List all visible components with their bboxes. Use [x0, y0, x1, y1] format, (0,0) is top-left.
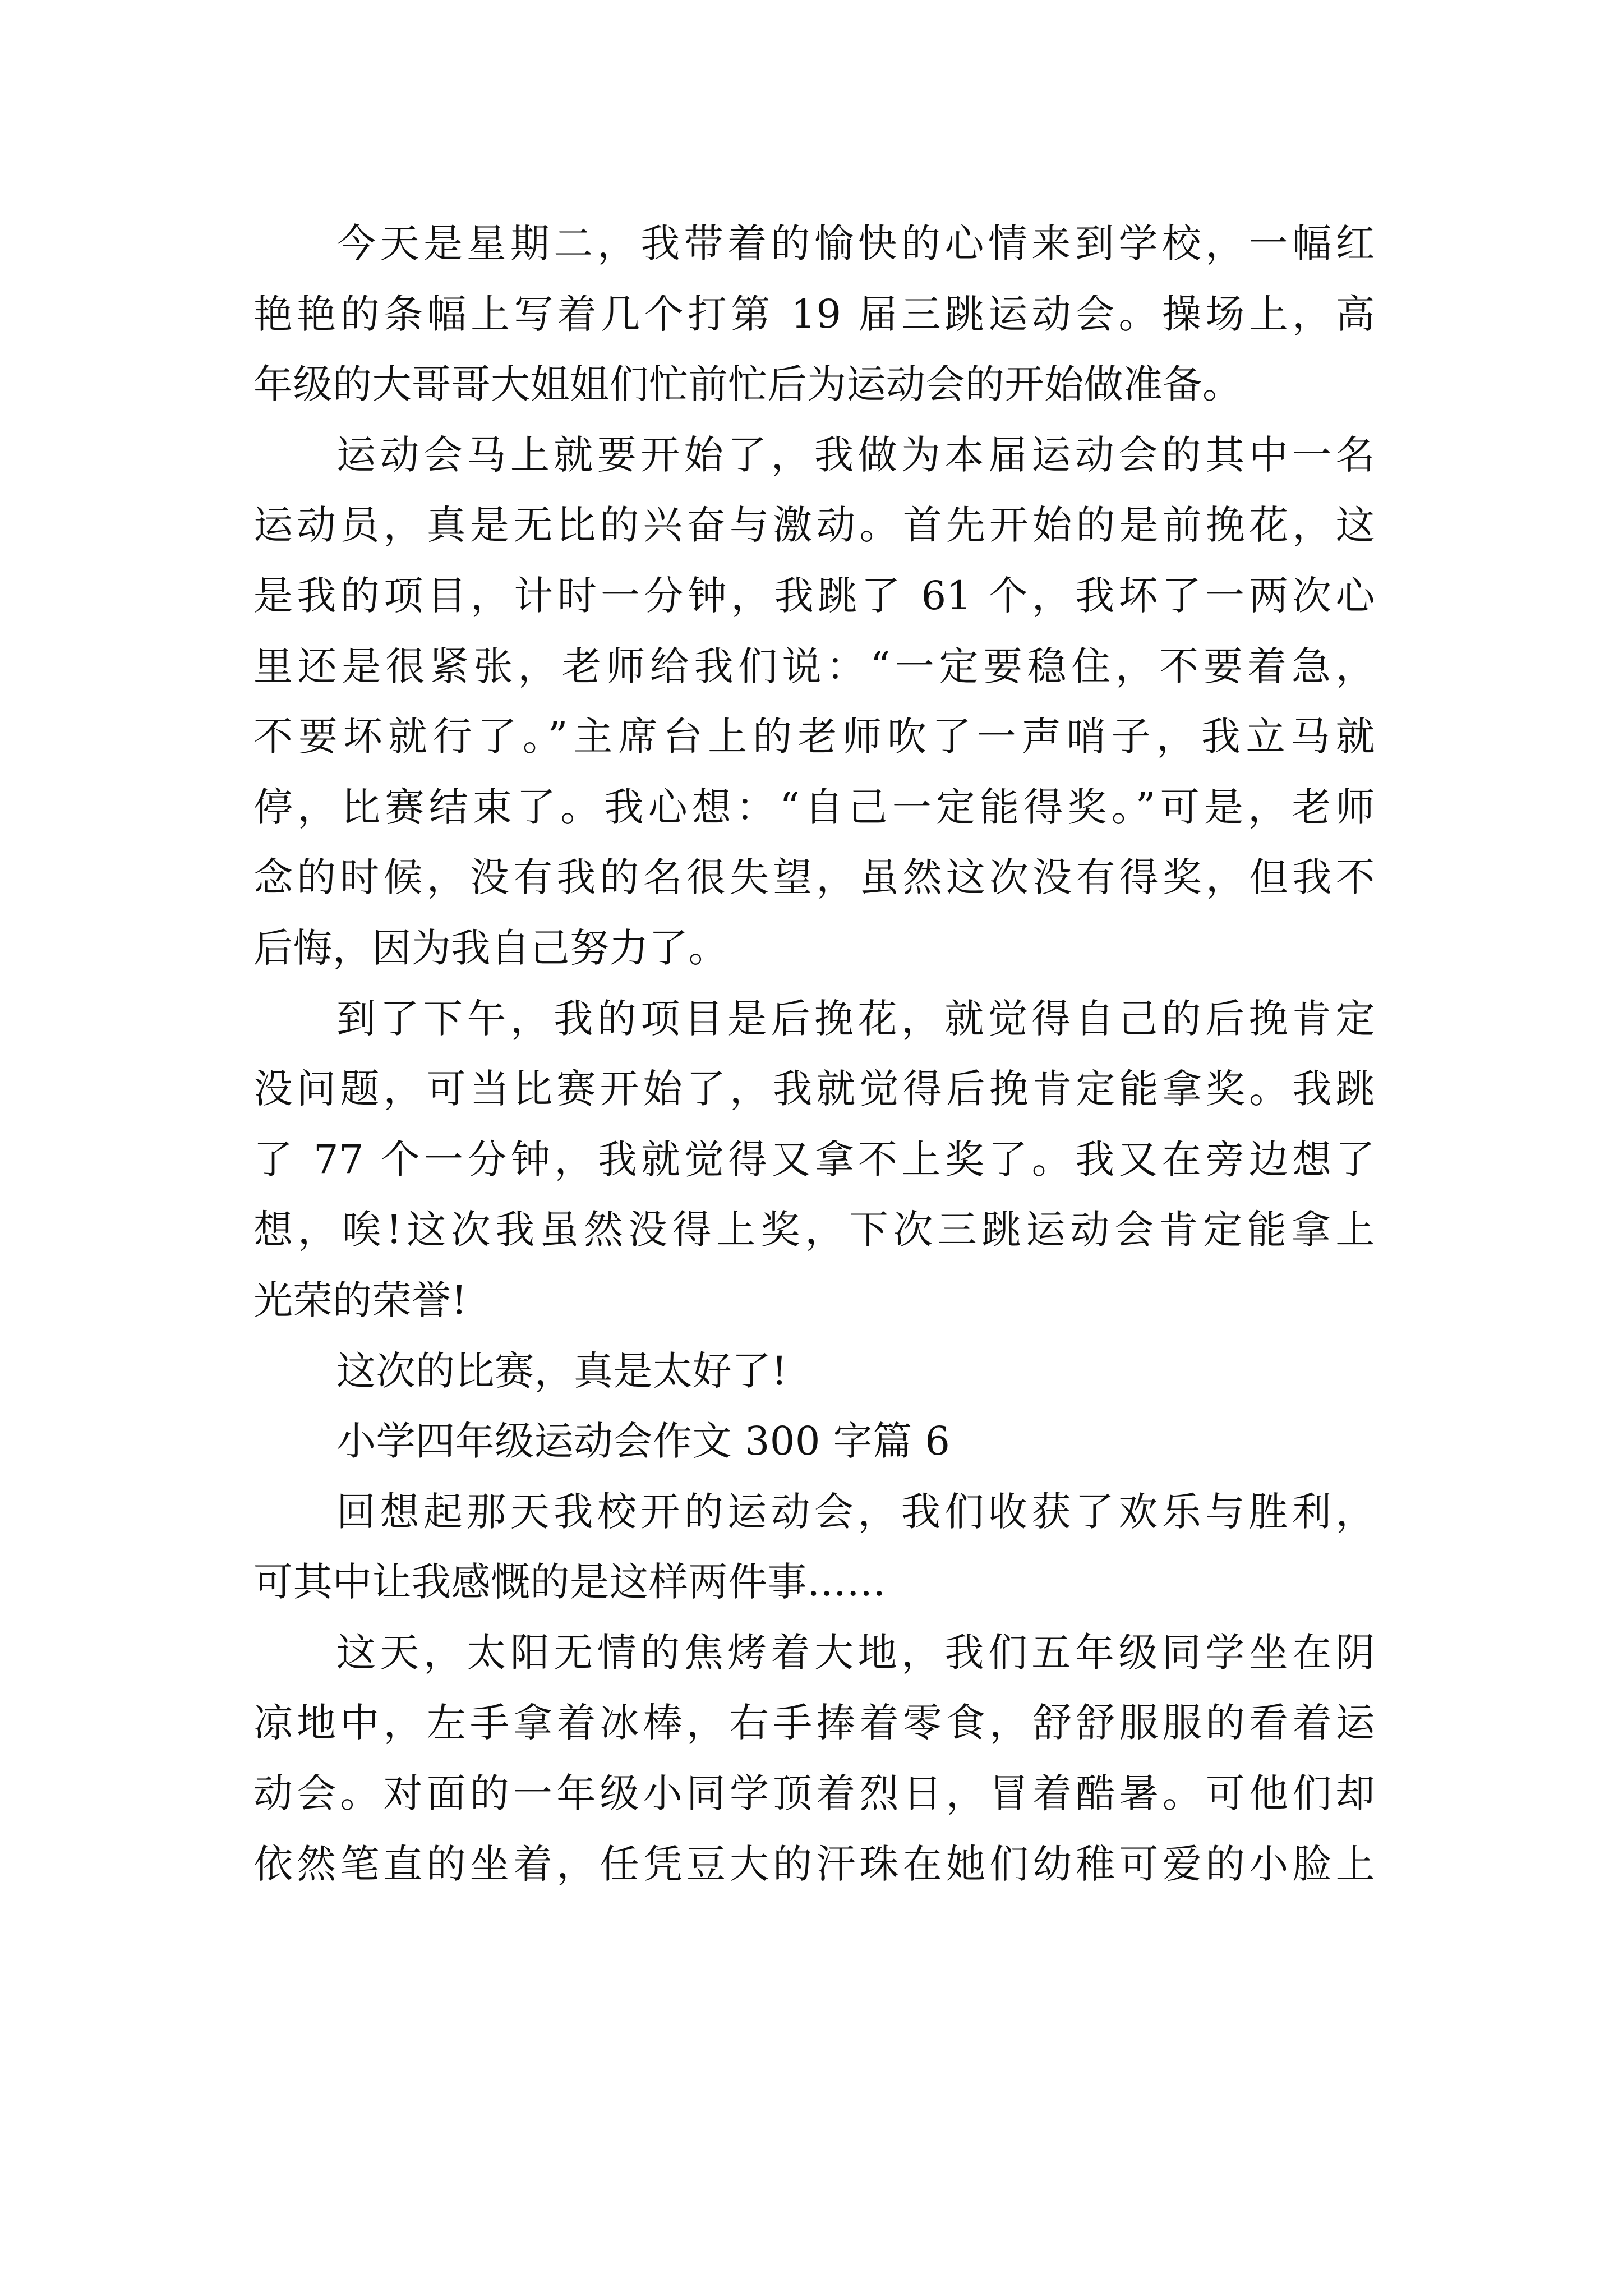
paragraph-4 [253, 1336, 1375, 1407]
text-line: 这天，太阳无情的焦烤着大地，我们五年级同学坐在阴 [336, 1629, 1375, 1676]
document-body [253, 209, 1375, 1899]
text-line: 不要坏就行了。”主席台上的老师吹了一声哨子，我立马就 [253, 714, 1375, 760]
text-line: 运动会马上就要开始了，我做为本届运动会的其中一名 [336, 431, 1375, 478]
paragraph-5 [253, 1477, 1375, 1618]
text-line: 光荣的荣誉! [253, 1277, 468, 1323]
paragraph-3 [253, 984, 1375, 1336]
text-line: 可其中让我感慨的是这样两件事…… [253, 1559, 886, 1605]
text-line: 念的时候，没有我的名很失望，虽然这次没有得奖，但我不 [253, 854, 1375, 901]
text-line: 是我的项目，计时一分钟，我跳了 61 个，我坏了一两次心 [253, 572, 1375, 619]
text-line: 年级的大哥哥大姐姐们忙前忙后为运动会的开始做准备。 [253, 361, 1242, 408]
paragraph-6 [253, 1618, 1375, 1899]
text-line: 后悔，因为我自己努力了。 [253, 924, 728, 971]
text-line: 动会。对面的一年级小同学顶着烈日，冒着酷暑。可他们却 [253, 1770, 1375, 1817]
text-line: 这次的比赛，真是太好了! [336, 1347, 788, 1394]
section-heading [253, 1406, 1375, 1477]
paragraph-2 [253, 420, 1375, 984]
text-line: 停，比赛结束了。我心想：“自己一定能得奖。”可是，老师 [253, 784, 1375, 830]
text-line: 凉地中，左手拿着冰棒，右手捧着零食，舒舒服服的看着运 [253, 1700, 1375, 1746]
text-line: 艳艳的条幅上写着几个打第 19 届三跳运动会。操场上，高 [253, 291, 1375, 337]
text-line: 到了下午，我的项目是后挽花，就觉得自己的后挽肯定 [336, 995, 1375, 1042]
text-line: 了 77 个一分钟，我就觉得又拿不上奖了。我又在旁边想了 [253, 1136, 1375, 1182]
heading-line: 小学四年级运动会作文 300 字篇 6 [336, 1418, 951, 1465]
text-line: 运动员，真是无比的兴奋与激动。首先开始的是前挽花，这 [253, 502, 1375, 549]
text-line: 没问题，可当比赛开始了，我就觉得后挽肯定能拿奖。我跳 [253, 1066, 1375, 1112]
text-line: 今天是星期二，我带着的愉快的心情来到学校，一幅红 [336, 220, 1375, 266]
text-line: 依然笔直的坐着，任凭豆大的汗珠在她们幼稚可爱的小脸上 [253, 1841, 1375, 1887]
text-line: 回想起那天我校开的运动会，我们收获了欢乐与胜利， [336, 1488, 1375, 1535]
text-line: 里还是很紧张，老师给我们说：“一定要稳住，不要着急， [253, 643, 1375, 689]
text-line: 想，唉!这次我虽然没得上奖，下次三跳运动会肯定能拿上 [253, 1207, 1375, 1253]
paragraph-1 [253, 209, 1375, 420]
